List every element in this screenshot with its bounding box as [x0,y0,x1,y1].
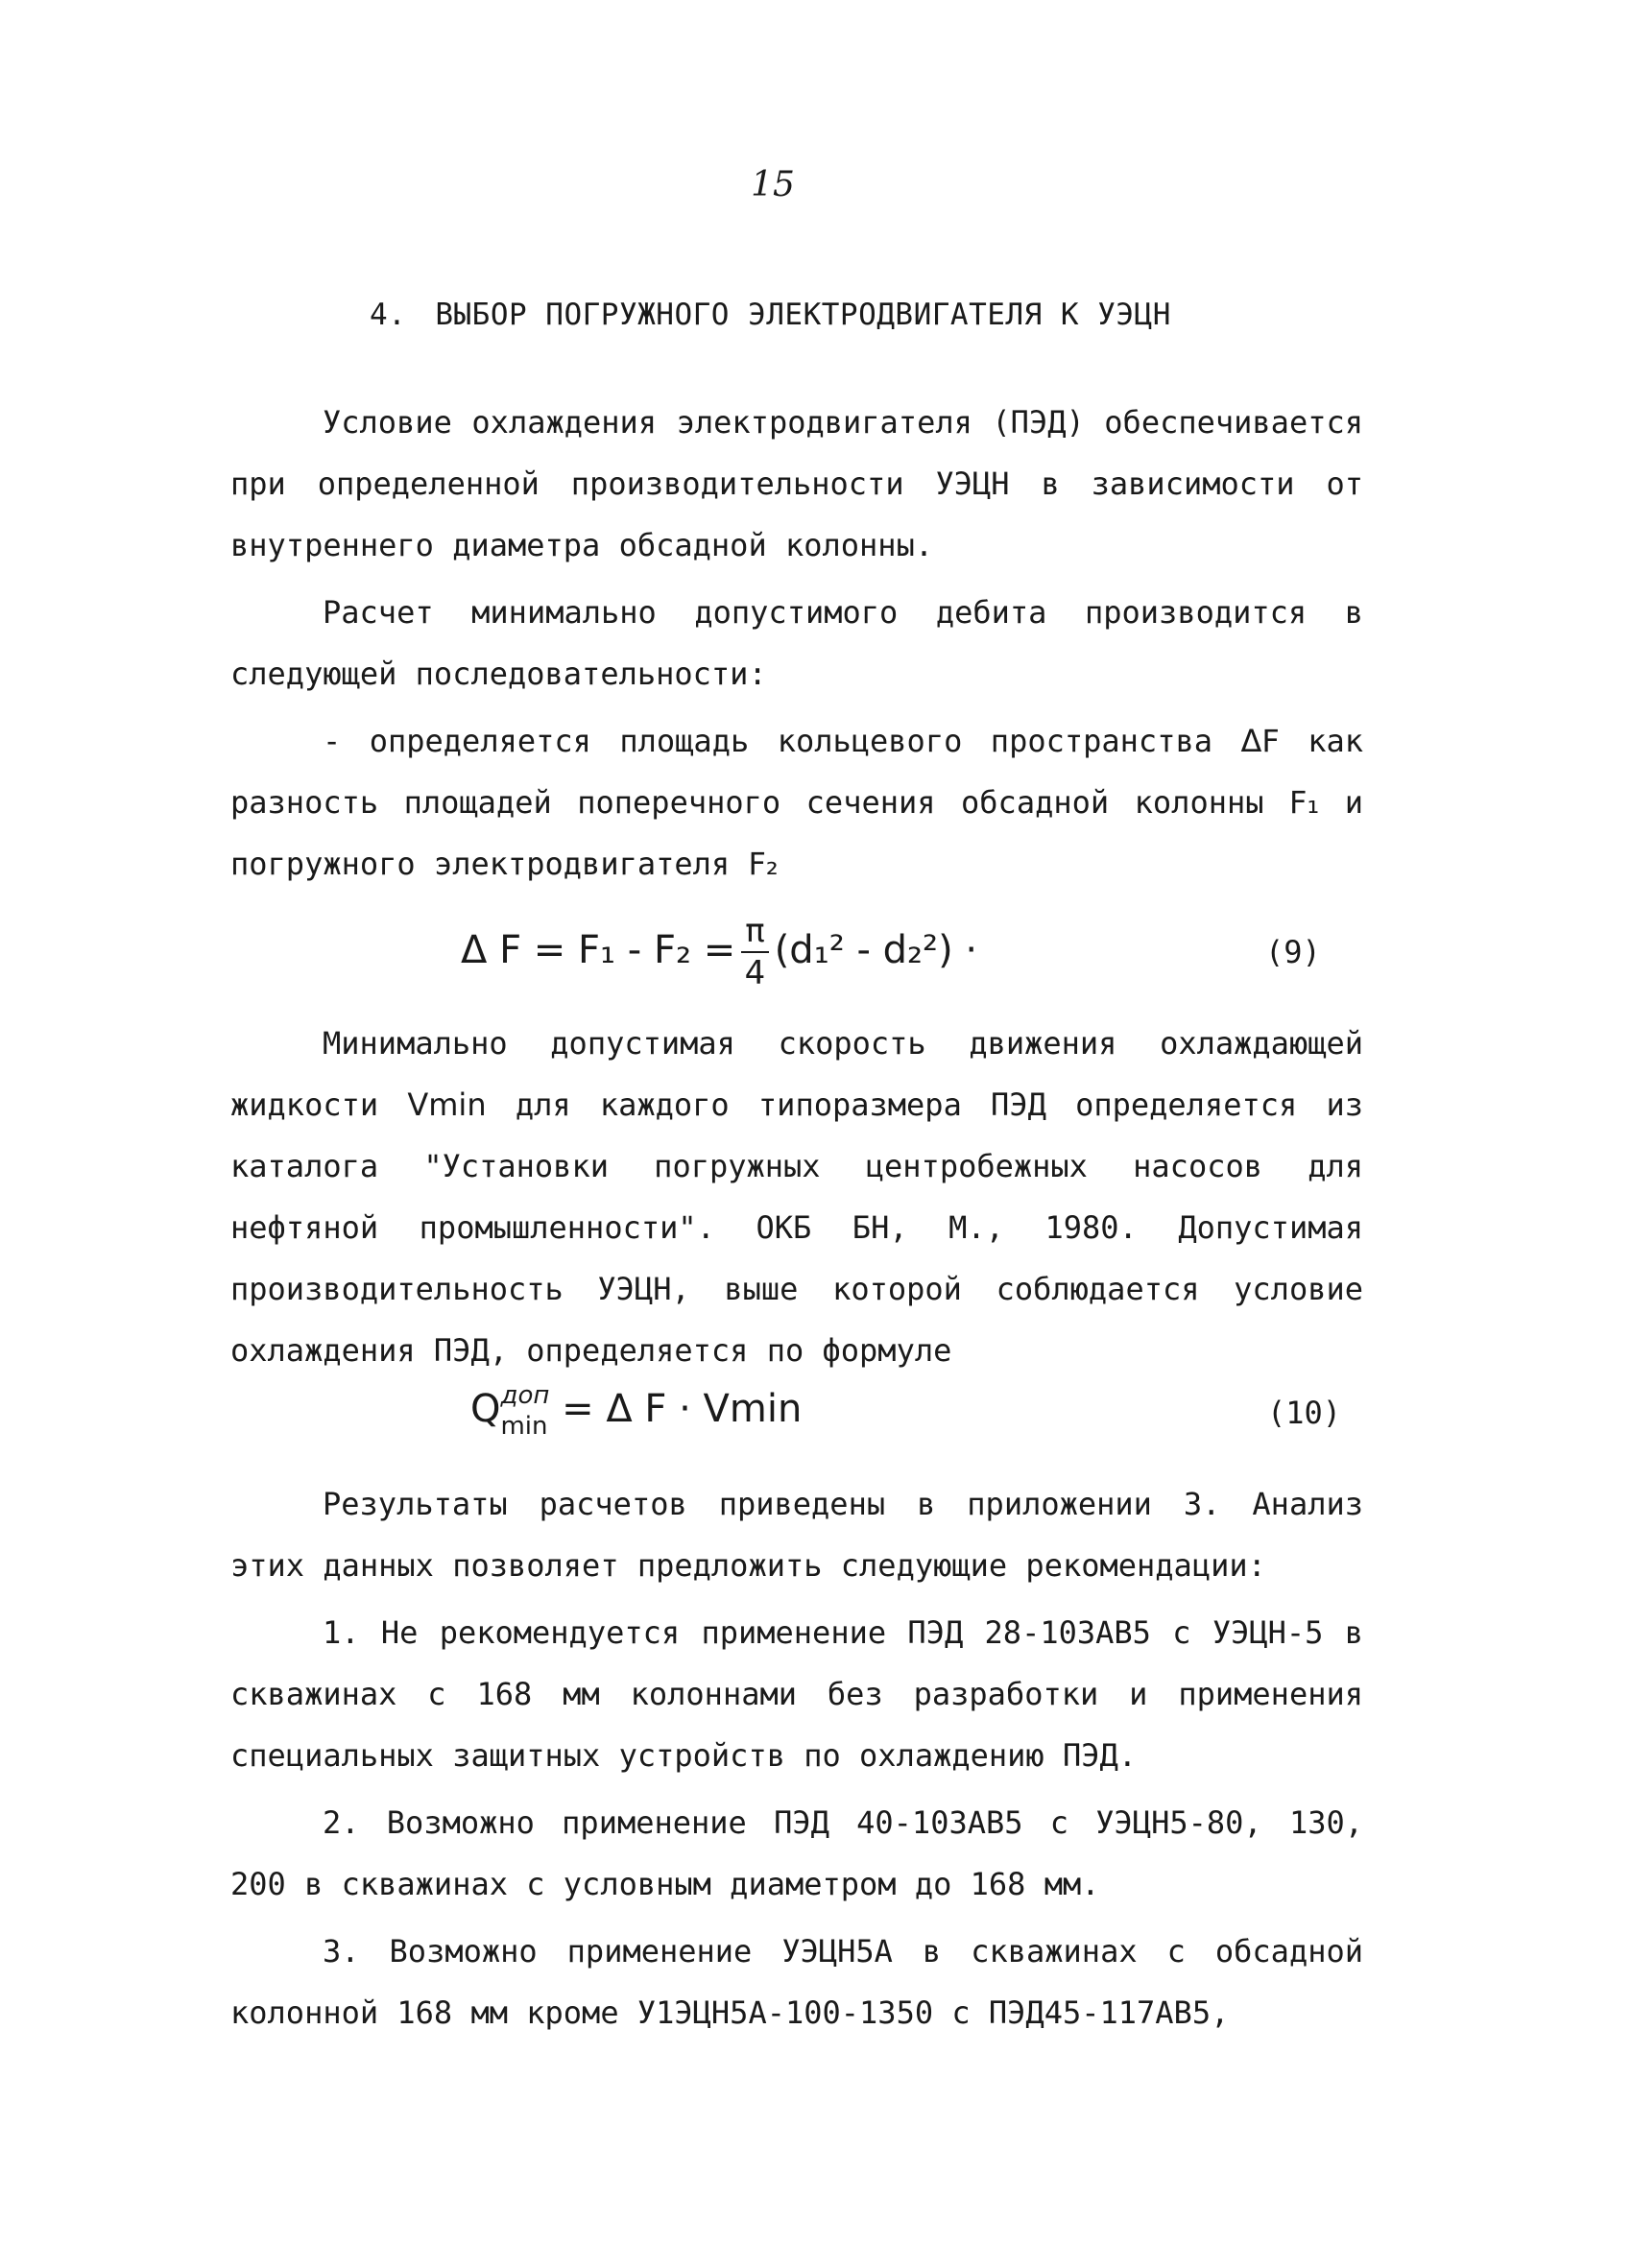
section-title: ВЫБОР ПОГРУЖНОГО ЭЛЕКТРОДВИГАТЕЛЯ К УЭЦН [435,298,1171,332]
page-number: 15 [751,165,795,204]
formula-9-number: (9) [1265,934,1321,970]
fraction-numerator: π [741,915,768,953]
pi-over-4-fraction [741,912,768,992]
paragraph-cooling-condition: Условие охлаждения электродвигателя (ПЭД) обеспечивается при определенной производительности УЭЦН в зависимости от внутреннего диаметра обсадной колонны. [230,404,1363,563]
formula-10-expression [470,1383,802,1439]
paragraph-calculation: Расчет минимально допустимого дебита производится в следующей последовательности: [230,594,1363,692]
paragraph-results: Результаты расчетов приведены в приложении 3. Анализ этих данных позволяет предложить следующие рекомендации: [230,1486,1363,1584]
fraction-denominator: 4 [744,954,766,992]
f1-symbol: F₁ [1289,784,1320,821]
formula-10-scripts [500,1383,549,1439]
annular-area-text-2: как разность площадей поперечного сечения обсадной колонны [230,723,1364,821]
recommendation-1: 1. Не рекомендуется применение ПЭД 28-103АВ5 с УЭЦН-5 в скважинах с 168 мм колоннами без разработки и применения специальных защитных устройств по охлаждению ПЭД. [230,1614,1363,1774]
formula-10 [0,1368,1632,1464]
annular-area-text-1: - определяется площадь кольцевого пространства [323,723,1241,759]
min-velocity-text-1: Минимально допустимая скорость движения охлаждающей жидкости [230,1025,1363,1123]
recommendation-2: 2. Возможно применение ПЭД 40-103АВ5 с УЭЦН5-80, 130, 200 в скважинах с условным диаметром до 168 мм. [230,1804,1363,1902]
formula-10-rhs: = Δ F · Vmin [562,1387,803,1431]
section-heading [370,298,1171,332]
vmin-symbol: Vmin [407,1086,487,1123]
recommendation-3: 3. Возможно применение УЭЦН5А в скважинах с обсадной колонной 168 мм кроме У1ЭЦН5А-100-1350 с ПЭД45-117АВ5, [230,1933,1363,2031]
text-block-1 [230,392,1363,895]
formula-10-number: (10) [1267,1395,1342,1431]
delta-f-symbol: ΔF [1240,723,1280,759]
text-block-3 [230,1473,1363,2043]
formula-9-expression [461,912,978,992]
formula-9 [0,907,1632,993]
paragraph-annular-area [230,710,1363,895]
annular-area-text-3: и погружного электродвигателя [230,784,1364,882]
text-block-2 [230,1013,1363,1381]
formula-10-superscript: доп [500,1381,550,1410]
min-velocity-text-2: для каждого типоразмера ПЭД определяется из каталога "Установки погружных центробежных насосов для нефтяной промышленности". ОКБ БН, М., 1980. Допустимая производительность УЭЦН, выше которой соблюдается условие охлаждения ПЭД, определяется по формуле [230,1086,1364,1369]
paragraph-min-velocity [230,1013,1363,1381]
formula-9-rhs: (d₁² - d₂²) · [774,928,978,972]
formula-10-q: Q [470,1387,501,1431]
formula-10-subscript: min [500,1412,548,1441]
formula-9-lhs: Δ F = F₁ - F₂ = [461,928,736,972]
f2-symbol: F₂ [748,846,779,882]
section-number: 4. [370,298,407,332]
